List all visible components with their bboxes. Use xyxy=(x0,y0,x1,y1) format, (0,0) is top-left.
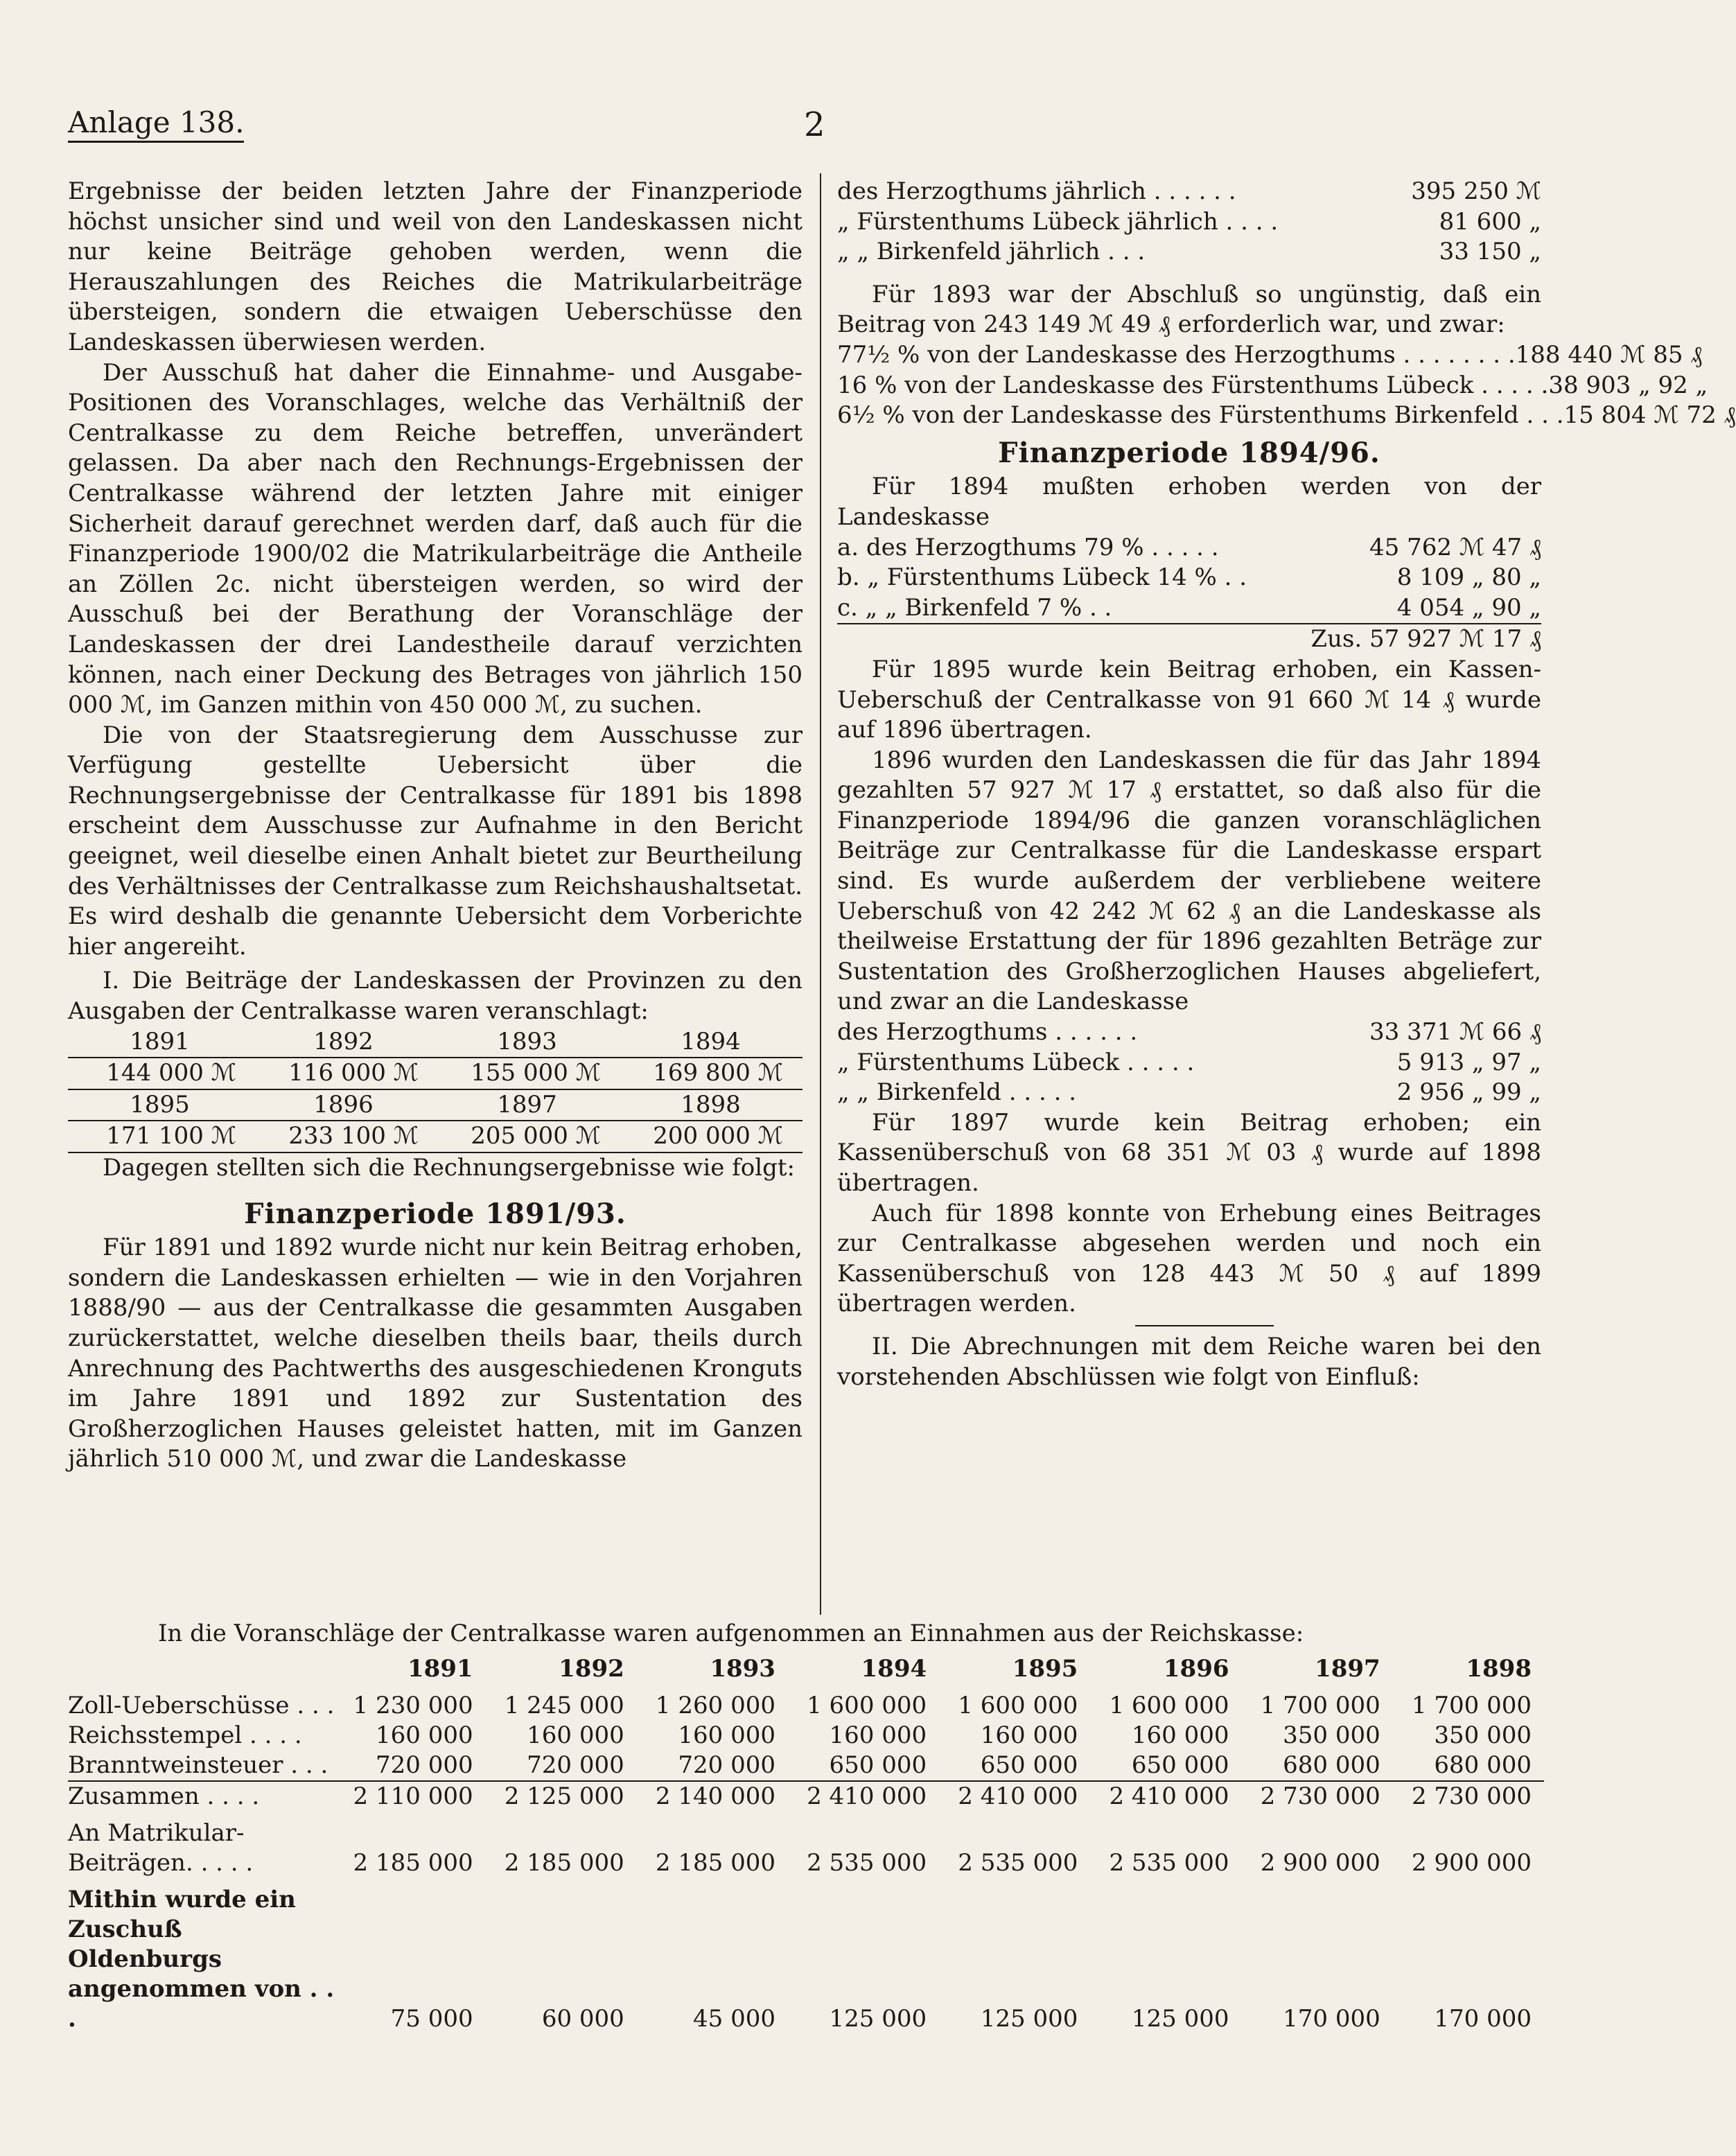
year-header: 1891 xyxy=(407,1655,473,1683)
year: 1893 xyxy=(497,1027,557,1055)
year-header: 1897 xyxy=(1315,1655,1380,1683)
row-label: 77½ % von der Landeskasse des Herzogthums . . . . . . . . xyxy=(837,340,1516,369)
table-intro: In die Voranschläge der Centralkasse waren aufgenommen an Einnahmen aus der Reichskasse: xyxy=(158,1620,1304,1647)
budget-values-row-b xyxy=(68,1120,803,1153)
value: 116 000 ℳ xyxy=(288,1059,419,1087)
value: 205 000 ℳ xyxy=(471,1122,601,1150)
table-row xyxy=(68,1878,1544,2034)
row-amount: 8 109 „ 80 „ xyxy=(1396,563,1541,592)
paragraph-1894: Für 1894 mußten erhoben werden von der Landeskasse xyxy=(837,473,1541,531)
row-amount: 45 762 ℳ 47 ₰ xyxy=(1369,533,1541,561)
section-II-intro: II. Die Abrechnungen mit dem Reiche waren bei den vorstehenden Abschlüssen wie folgt von Einfluß: xyxy=(837,1332,1541,1391)
year: 1897 xyxy=(497,1090,557,1119)
year: 1894 xyxy=(681,1027,741,1055)
year: 1895 xyxy=(130,1090,190,1119)
cell: 2 535 000 xyxy=(958,1849,1078,1877)
cell: 2 535 000 xyxy=(1109,1849,1229,1877)
table-row xyxy=(68,1691,1544,1721)
row-label: Reichsstempel . . . . xyxy=(68,1721,302,1749)
budget-years-row-a xyxy=(68,1027,803,1058)
year-header: 1894 xyxy=(861,1655,927,1683)
cell: 2 900 000 xyxy=(1260,1849,1380,1877)
cell: 1 230 000 xyxy=(353,1692,473,1719)
table-row xyxy=(68,1751,1544,1781)
paragraph-1893: Für 1893 war der Abschluß so ungünstig, daß ein Beitrag von 243 149 ℳ 49 ₰ erforderlich war, und zwar: xyxy=(837,280,1541,339)
cell: 1 600 000 xyxy=(958,1692,1078,1719)
row-label: des Herzogthums jährlich . . . . . . xyxy=(837,177,1236,205)
reich-income-table xyxy=(68,1653,1544,2034)
right-column xyxy=(837,177,1736,1392)
row-label: „ „ Birkenfeld . . . . . xyxy=(837,1078,1076,1107)
section-divider xyxy=(1135,1325,1274,1326)
row-label: „ „ Birkenfeld jährlich . . . xyxy=(837,238,1146,266)
row-label: des Herzogthums . . . . . . xyxy=(837,1018,1138,1046)
amount-row xyxy=(837,1017,1541,1048)
year-header: 1896 xyxy=(1163,1655,1229,1683)
row-amount: 33 371 ℳ 66 ₰ xyxy=(1369,1018,1541,1046)
amount-row xyxy=(837,563,1541,593)
budget-values-row-a xyxy=(68,1057,803,1090)
year-header: 1893 xyxy=(710,1655,775,1683)
cell: 2 140 000 xyxy=(637,1781,788,1812)
table-row xyxy=(68,1721,1544,1751)
table-row-total xyxy=(68,1781,1544,1812)
cell: 160 000 xyxy=(829,1721,927,1749)
cell: 720 000 xyxy=(375,1751,473,1779)
section-I-intro: I. Die Beiträge der Landeskassen der Provinzen zu den Ausgaben der Centralkasse waren veranschlagt: xyxy=(68,967,803,1026)
sum-1894: Zus. 57 927 ℳ 17 ₰ xyxy=(837,623,1541,655)
value: 233 100 ℳ xyxy=(288,1122,419,1150)
paragraph-1897: Für 1897 wurde kein Beitrag erhoben; ein Kassenüberschuß von 68 351 ℳ 03 ₰ wurde auf 1898 übertragen. xyxy=(837,1108,1541,1197)
cell: 1 700 000 xyxy=(1411,1692,1532,1719)
cell: 650 000 xyxy=(980,1751,1078,1779)
paragraph: Die von der Staatsregierung dem Ausschusse zur Verfügung gestellte Uebersicht über die Rechnungsergebnisse der Centralkasse für 1891 bis 1898 erscheint dem Ausschusse zur Aufnahme in den Bericht geeignet, weil dieselbe einen Anhalt bietet zur Beurtheilung des Verhältnisses der Centralkasse zum Reichshaushaltsetat. Es wird deshalb die genannte Uebersicht dem Vorberichte hier angereiht. xyxy=(68,721,803,961)
year-header: 1892 xyxy=(559,1655,624,1683)
label-header xyxy=(68,1653,334,1691)
row-amount: 2 956 „ 99 „ xyxy=(1396,1078,1541,1107)
row-amount: 4 054 „ 90 „ xyxy=(1396,593,1541,622)
cell: 45 000 xyxy=(693,2005,775,2033)
cell: 720 000 xyxy=(678,1751,775,1779)
cell: 650 000 xyxy=(829,1751,927,1779)
table-row xyxy=(68,1812,1544,1878)
year: 1898 xyxy=(681,1090,741,1119)
cell: 2 730 000 xyxy=(1242,1781,1393,1812)
reich-income-section xyxy=(68,1619,1544,2034)
cell: 125 000 xyxy=(1131,2005,1229,2033)
amount-row xyxy=(837,207,1541,238)
value: 155 000 ℳ xyxy=(471,1059,601,1087)
year-header: 1898 xyxy=(1466,1655,1532,1683)
row-label: Branntweinsteuer . . . xyxy=(68,1751,328,1779)
cell: 2 410 000 xyxy=(788,1781,939,1812)
cell: 125 000 xyxy=(980,2005,1078,2033)
row-label: b. „ Fürstenthums Lübeck 14 % . . xyxy=(837,563,1247,592)
amount-row xyxy=(837,401,1736,431)
paragraph-1898: Auch für 1898 konnte von Erhebung eines Beitrages zur Centralkasse abgesehen werden und noch ein Kassenüberschuß von 128 443 ℳ 50 ₰ auf 1899 übertragen werden. xyxy=(837,1199,1541,1318)
year: 1896 xyxy=(313,1090,374,1119)
row-label: a. des Herzogthums 79 % . . . . . xyxy=(837,533,1219,561)
amount-row xyxy=(837,593,1541,624)
heading-1894-96: Finanzperiode 1894/96. xyxy=(998,436,1380,469)
year: 1892 xyxy=(313,1027,374,1055)
row-label: An Matrikular-Beiträgen. . . . . xyxy=(68,1819,254,1877)
cell: 1 600 000 xyxy=(1109,1692,1229,1719)
cell: 2 410 000 xyxy=(1090,1781,1241,1812)
paragraph: Der Ausschuß hat daher die Einnahme- und Ausgabe-Positionen des Voranschlages, welche das Verhältniß der Centralkasse zu dem Reiche betreffen, unverändert gelassen. Da aber nach den Rechnungs-Ergebnissen der Centralkasse während der letzten Jahre mit einiger Sicherheit darauf gerechnet werden darf, daß auch für die Finanzperiode 1900/02 die Matrikularbeiträge die Antheile an Zöllen 2c. nicht übersteigen werden, so wird der Ausschuß bei der Berathung der Voranschläge der Landeskassen der drei Landestheile darauf verzichten können, nach einer Deckung des Betrages von jährlich 150 000 ℳ, im Ganzen mithin von 450 000 ℳ, zu suchen. xyxy=(68,358,803,719)
paragraph-1896: 1896 wurden den Landeskassen die für das Jahr 1894 gezahlten 57 927 ℳ 17 ₰ erstattet, so daß also für die Finanzperiode 1894/96 die ganzen voranschläglichen Beiträge zur Centralkasse für die Landeskasse erspart sind. Es wurde außerdem der verbliebene weitere Ueberschuß von 42 242 ℳ 62 ₰ an die Landeskasse als theilweise Erstattung der für 1896 gezahlten Beträge zur Sustentation des Großherzoglichen Hauses abgeliefert, und zwar an die Landeskasse xyxy=(837,746,1541,1016)
cell: 2 410 000 xyxy=(939,1781,1090,1812)
paragraph: Dagegen stellten sich die Rechnungsergebnisse wie folgt: xyxy=(103,1154,796,1182)
amount-row xyxy=(837,1048,1541,1078)
row-amount: 81 600 „ xyxy=(1439,207,1541,236)
value: 144 000 ℳ xyxy=(106,1059,236,1087)
cell: 160 000 xyxy=(678,1721,775,1749)
row-label: Mithin wurde ein Zuschuß Oldenburgs angenommen von . . . xyxy=(68,1886,335,2033)
row-label: „ Fürstenthums Lübeck . . . . . xyxy=(837,1048,1195,1076)
cell: 2 125 000 xyxy=(486,1781,637,1812)
cell: 160 000 xyxy=(527,1721,624,1749)
cell: 2 535 000 xyxy=(807,1849,927,1877)
cell: 2 185 000 xyxy=(655,1849,775,1877)
column-divider xyxy=(820,173,821,1615)
row-amount: 33 150 „ xyxy=(1439,238,1541,266)
cell: 1 260 000 xyxy=(655,1692,775,1719)
value: 169 800 ℳ xyxy=(653,1059,783,1087)
cell: 170 000 xyxy=(1283,2005,1380,2033)
cell: 2 185 000 xyxy=(504,1849,624,1877)
row-label: Zusammen . . . . xyxy=(68,1781,334,1812)
row-label: Zoll-Ueberschüsse . . . xyxy=(68,1692,335,1719)
row-amount: 188 440 ℳ 85 ₰ xyxy=(1515,340,1703,369)
amount-row xyxy=(837,177,1541,207)
row-amount: 15 804 ℳ 72 ₰ xyxy=(1563,401,1736,430)
cell: 680 000 xyxy=(1434,1751,1532,1779)
row-amount: 38 903 „ 92 „ xyxy=(1548,371,1708,399)
paragraph: Für 1891 und 1892 wurde nicht nur kein Beitrag erhoben, sondern die Landeskassen erhielten — wie in den Vorjahren 1888/90 — aus der Centralkasse die gesammten Ausgaben zurückerstattet, welche dieselben theils baar, theils durch Anrechnung des Pachtwerths des ausgeschiedenen Kronguts im Jahre 1891 und 1892 zur Sustentation des Großherzoglichen Hauses geleistet hatten, mit im Ganzen jährlich 510 000 ℳ, und zwar die Landeskasse xyxy=(68,1234,803,1473)
cell: 60 000 xyxy=(541,2005,624,2033)
cell: 1 600 000 xyxy=(807,1692,927,1719)
cell: 2 185 000 xyxy=(353,1849,473,1877)
row-amount: 5 913 „ 97 „ xyxy=(1396,1048,1541,1076)
amount-row xyxy=(837,237,1541,268)
row-label: c. „ „ Birkenfeld 7 % . . xyxy=(837,593,1112,622)
value: 200 000 ℳ xyxy=(653,1122,783,1150)
row-amount: 395 250 ℳ xyxy=(1411,177,1541,205)
cell: 160 000 xyxy=(1131,1721,1229,1749)
cell: 2 110 000 xyxy=(334,1781,485,1812)
cell: 2 900 000 xyxy=(1411,1849,1532,1877)
budget-years-row-b xyxy=(68,1090,803,1121)
value: 171 100 ℳ xyxy=(106,1122,236,1150)
cell: 1 700 000 xyxy=(1260,1692,1380,1719)
cell: 160 000 xyxy=(375,1721,473,1749)
cell: 170 000 xyxy=(1434,2005,1532,2033)
amount-row xyxy=(837,371,1708,401)
cell: 720 000 xyxy=(527,1751,624,1779)
row-label: 16 % von der Landeskasse des Fürstenthums Lübeck . . . . . xyxy=(837,371,1549,399)
cell: 650 000 xyxy=(1131,1751,1229,1779)
year-header-row xyxy=(68,1653,1544,1691)
cell: 75 000 xyxy=(390,2005,473,2033)
year: 1891 xyxy=(130,1027,190,1055)
year-header: 1895 xyxy=(1012,1655,1078,1683)
amount-row xyxy=(837,533,1541,563)
heading-1891-93: Finanzperiode 1891/93. xyxy=(244,1197,626,1230)
cell: 1 245 000 xyxy=(504,1692,624,1719)
annex-label: Anlage 138. xyxy=(68,105,244,143)
paragraph: Ergebnisse der beiden letzten Jahre der Finanzperiode höchst unsicher sind und weil von den Landeskassen nicht nur keine Beiträge gehoben werden, wenn die Herauszahlungen des Reiches die Matrikularbeiträge übersteigen, sondern die etwaigen Ueberschüsse den Landeskassen überwiesen werden. xyxy=(68,177,803,356)
paragraph-1895: Für 1895 wurde kein Beitrag erhoben, ein Kassen-Ueberschuß der Centralkasse von 91 660 ℳ 14 ₰ wurde auf 1896 übertragen. xyxy=(837,655,1541,744)
cell: 125 000 xyxy=(829,2005,927,2033)
left-column xyxy=(68,177,803,1475)
amount-row xyxy=(837,1078,1541,1108)
amount-row xyxy=(837,340,1703,371)
cell: 350 000 xyxy=(1283,1721,1380,1749)
row-label: 6½ % von der Landeskasse des Fürstenthums Birkenfeld . . . xyxy=(837,401,1564,430)
cell: 680 000 xyxy=(1283,1751,1380,1779)
page-number: 2 xyxy=(804,105,825,144)
cell: 160 000 xyxy=(980,1721,1078,1749)
cell: 2 730 000 xyxy=(1393,1781,1544,1812)
cell: 350 000 xyxy=(1434,1721,1532,1749)
row-label: „ Fürstenthums Lübeck jährlich . . . . xyxy=(837,207,1279,236)
